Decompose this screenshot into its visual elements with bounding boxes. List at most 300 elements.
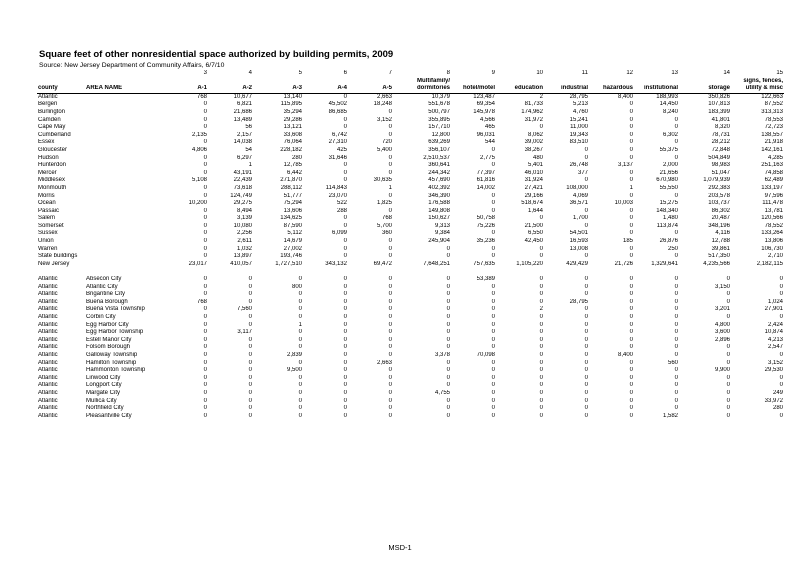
value-cell: 11,000 [570, 124, 588, 131]
report-title: Square feet of other nonresidential space authorized by building permits, 2009 [39, 49, 394, 60]
column-header: utility & misc [731, 85, 784, 93]
value-cell: 0 [726, 314, 730, 320]
value-cell: 250 [667, 245, 678, 252]
table-row [37, 215, 784, 223]
value-cell: 0 [539, 124, 543, 131]
value-cell: 31,646 [328, 154, 347, 161]
value-cell: 0 [674, 298, 678, 305]
value-cell: 457,690 [428, 177, 450, 184]
header-row [37, 85, 784, 93]
area-name-cell [85, 238, 162, 246]
value-cell: 0 [674, 336, 678, 343]
value-cell: 0 [491, 329, 495, 336]
value-cell: 292,383 [708, 184, 730, 191]
value-cell: 0 [539, 321, 543, 328]
value-cell: 2,896 [714, 336, 730, 343]
value-cell: 0 [343, 374, 347, 381]
value-cell: 2,775 [479, 154, 495, 161]
header-county: county [37, 85, 85, 93]
value-cell: 6,742 [331, 131, 347, 138]
county-cell: Atlantic [38, 321, 58, 328]
value-cell: 0 [203, 291, 207, 298]
value-cell: 0 [779, 382, 783, 389]
value-cell: 0 [446, 276, 450, 283]
value-cell: 7,648,251 [423, 260, 450, 267]
value-cell: 1,105,220 [516, 260, 543, 267]
area-name-cell [85, 139, 162, 147]
value-cell: 21,686 [233, 108, 252, 115]
area-name-cell: Longport City [86, 382, 122, 389]
value-cell: 0 [491, 405, 495, 412]
value-cell: 0 [343, 291, 347, 298]
value-cell: 0 [629, 177, 633, 184]
value-cell: 2,182,115 [756, 260, 783, 267]
area-name-cell: Hamilton Township [86, 359, 137, 366]
value-cell: 0 [388, 329, 392, 336]
value-cell: 0 [248, 367, 252, 374]
county-cell: Atlantic [38, 389, 58, 396]
value-cell: 142,161 [761, 146, 783, 153]
area-name-cell [85, 223, 162, 231]
value-cell: 9,384 [434, 230, 450, 237]
value-cell: 1,644 [527, 207, 543, 214]
value-cell: 21,500 [524, 222, 543, 229]
value-cell: 14,679 [283, 238, 302, 245]
county-cell: Atlantic [38, 276, 58, 283]
value-cell: 87,590 [283, 222, 302, 229]
value-cell: 1 [388, 184, 392, 191]
spacer-section [37, 268, 784, 276]
value-cell: 6,821 [236, 101, 252, 108]
value-cell: 13,806 [764, 238, 783, 245]
value-cell: 0 [343, 93, 347, 100]
value-cell: 5,700 [376, 222, 392, 229]
value-cell: 0 [629, 389, 633, 396]
value-cell: 0 [203, 351, 207, 358]
value-cell: 0 [491, 283, 495, 290]
value-cell: 0 [584, 344, 588, 351]
value-cell: 3,600 [714, 329, 730, 336]
value-cell: 0 [248, 276, 252, 283]
area-name-cell: Linwood City [86, 374, 121, 381]
value-cell: 0 [248, 336, 252, 343]
value-cell: 0 [779, 276, 783, 283]
value-cell: 12,800 [431, 131, 450, 138]
value-cell: 0 [629, 230, 633, 237]
value-cell: 0 [203, 276, 207, 283]
value-cell: 0 [298, 397, 302, 404]
value-cell: 31,972 [524, 116, 543, 123]
value-cell: 0 [629, 283, 633, 290]
value-cell: 4,116 [715, 230, 730, 237]
value-cell: 72,723 [764, 124, 783, 131]
value-cell: 551,678 [428, 101, 450, 108]
value-cell: 0 [629, 116, 633, 123]
value-cell: 103,737 [708, 200, 730, 207]
source-note: Source: New Jersey Department of Community Affairs, 6/7/10 [39, 62, 225, 69]
value-cell: 0 [343, 162, 347, 169]
value-cell: 14,002 [476, 184, 495, 191]
value-cell: 76,064 [283, 139, 302, 146]
value-cell: 2,256 [236, 230, 252, 237]
value-cell: 0 [203, 397, 207, 404]
value-cell: 42,450 [524, 238, 543, 245]
value-cell: 0 [629, 329, 633, 336]
value-cell: 29,286 [283, 116, 302, 123]
value-cell: 27,002 [283, 245, 302, 252]
value-cell: 280 [772, 405, 783, 412]
value-cell: 0 [674, 253, 678, 260]
value-cell: 188,993 [656, 93, 678, 100]
table-row [37, 223, 784, 231]
value-cell: 0 [539, 291, 543, 298]
value-cell: 0 [674, 321, 678, 328]
area-name-cell [85, 101, 162, 109]
value-cell: 639,269 [428, 139, 450, 146]
value-cell: 69,472 [373, 260, 392, 267]
value-cell: 0 [491, 389, 495, 396]
value-cell: 27,901 [764, 306, 783, 313]
value-cell: 106,730 [761, 245, 783, 252]
county-cell: Cape May [38, 124, 66, 131]
value-cell: 77,397 [476, 169, 495, 176]
value-cell: 0 [388, 306, 392, 313]
value-cell: 0 [248, 321, 252, 328]
value-cell: 0 [491, 321, 495, 328]
value-cell: 251,163 [761, 162, 783, 169]
value-cell: 0 [629, 253, 633, 260]
table-row [37, 284, 784, 292]
value-cell: 0 [539, 374, 543, 381]
value-cell: 50,758 [476, 215, 495, 222]
value-cell: 27,421 [524, 184, 543, 191]
value-cell: 0 [248, 359, 252, 366]
value-cell: 203,578 [708, 192, 730, 199]
value-cell: 0 [203, 344, 207, 351]
value-cell: 768 [196, 298, 207, 305]
value-cell: 2,510,537 [423, 154, 450, 161]
value-cell: 356,107 [428, 146, 450, 153]
value-cell: 0 [343, 283, 347, 290]
value-cell: 0 [388, 336, 392, 343]
value-cell: 0 [584, 321, 588, 328]
value-cell: 313,313 [761, 108, 783, 115]
value-cell: 0 [674, 397, 678, 404]
value-cell: 8,400 [617, 93, 633, 100]
area-name-cell [85, 177, 162, 185]
value-cell: 768 [196, 93, 207, 100]
table-row [37, 109, 784, 117]
value-cell: 133,264 [761, 230, 783, 237]
value-cell: 0 [584, 177, 588, 184]
area-name-cell [85, 193, 162, 201]
value-cell: 0 [343, 314, 347, 320]
value-cell: 0 [584, 154, 588, 161]
table-row [37, 238, 784, 246]
value-cell: 0 [491, 291, 495, 298]
value-cell: 0 [726, 298, 730, 305]
value-cell: 0 [343, 253, 347, 260]
value-cell: 133,197 [761, 184, 783, 191]
value-cell: 0 [203, 192, 207, 199]
value-cell: 0 [343, 321, 347, 328]
value-cell: 28,795 [569, 93, 588, 100]
value-cell: 0 [388, 314, 392, 320]
value-cell: 5,108 [191, 177, 207, 184]
value-cell: 500,797 [428, 108, 450, 115]
value-cell: 480 [532, 154, 543, 161]
value-cell: 0 [629, 374, 633, 381]
value-cell: 5,213 [572, 101, 588, 108]
value-cell: 0 [343, 382, 347, 389]
county-cell: Union [38, 238, 54, 245]
value-cell: 113,874 [656, 222, 678, 229]
value-cell: 39,002 [524, 139, 543, 146]
value-cell: 355,895 [428, 116, 450, 123]
value-cell: 343,132 [325, 260, 347, 267]
county-cell: Atlantic [38, 314, 58, 320]
value-cell: 22,439 [233, 177, 252, 184]
value-cell: 0 [779, 314, 783, 320]
value-cell: 0 [629, 169, 633, 176]
value-cell: 0 [539, 351, 543, 358]
value-cell: 0 [629, 207, 633, 214]
value-cell: 0 [446, 283, 450, 290]
value-cell: 0 [629, 222, 633, 229]
value-cell: 2,157 [236, 131, 252, 138]
value-cell: 183,399 [708, 108, 730, 115]
value-cell: 0 [629, 314, 633, 320]
value-cell: 0 [584, 283, 588, 290]
area-name-cell [85, 155, 162, 163]
value-cell: 0 [726, 291, 730, 298]
value-cell: 0 [203, 253, 207, 260]
county-cell: Monmouth [38, 184, 67, 191]
value-cell: 0 [446, 306, 450, 313]
value-cell: 0 [539, 283, 543, 290]
value-cell: 0 [343, 359, 347, 366]
value-cell: 0 [388, 169, 392, 176]
value-cell: 0 [388, 351, 392, 358]
table-row [37, 337, 784, 345]
value-cell: 0 [539, 253, 543, 260]
area-name-cell [85, 109, 162, 117]
value-cell: 107,813 [708, 101, 730, 108]
area-name-cell: Folsom Borough [86, 344, 131, 351]
value-cell: 0 [674, 367, 678, 374]
value-cell: 0 [726, 397, 730, 404]
value-cell: 28,212 [711, 139, 730, 146]
table-row [37, 329, 784, 337]
value-cell: 0 [203, 412, 207, 419]
column-number: 12 [626, 70, 633, 76]
value-cell: 0 [343, 116, 347, 123]
value-cell: 5,112 [287, 230, 302, 237]
area-name-cell: Buena Borough [86, 298, 128, 305]
county-cell: Middlesex [38, 177, 66, 184]
value-cell: 111,478 [762, 200, 783, 207]
value-cell: 55,375 [659, 146, 678, 153]
value-cell: 0 [584, 314, 588, 320]
value-cell: 518,674 [521, 200, 543, 207]
value-cell: 61,816 [476, 177, 495, 184]
value-cell: 78,731 [711, 131, 730, 138]
table-row [37, 101, 784, 109]
table-row [37, 306, 784, 314]
value-cell: 1,825 [376, 200, 392, 207]
value-cell: 0 [491, 359, 495, 366]
value-cell: 0 [674, 306, 678, 313]
value-cell: 20,487 [711, 215, 730, 222]
column-header: A-1 [162, 85, 208, 93]
value-cell: 0 [388, 108, 392, 115]
value-cell: 0 [446, 367, 450, 374]
area-name-cell: Corbin City [86, 314, 116, 320]
area-name-cell: Buena Vista Township [86, 306, 145, 313]
value-cell: 0 [584, 389, 588, 396]
value-cell: 271,870 [280, 177, 302, 184]
county-cell: Atlantic [38, 412, 58, 419]
value-cell: 2,710 [767, 253, 783, 260]
value-cell: 35,294 [283, 108, 302, 115]
value-cell: 70,098 [476, 351, 495, 358]
value-cell: 0 [584, 207, 588, 214]
value-cell: 2,424 [767, 321, 783, 328]
value-cell: 0 [203, 329, 207, 336]
value-cell: 0 [343, 351, 347, 358]
header-multifamily-top: Multifamily/ [416, 77, 450, 84]
value-cell: 54,501 [569, 230, 588, 237]
value-cell: 0 [629, 336, 633, 343]
value-cell: 33,608 [283, 131, 302, 138]
value-cell: 114,843 [325, 184, 347, 191]
table-row [37, 314, 784, 322]
value-cell: 75,294 [283, 200, 302, 207]
value-cell: 0 [674, 139, 678, 146]
value-cell: 228,182 [280, 146, 302, 153]
value-cell: 0 [446, 329, 450, 336]
value-cell: 0 [539, 215, 543, 222]
county-cell: Ocean [38, 200, 56, 207]
value-cell: 0 [629, 344, 633, 351]
value-cell: 0 [629, 412, 633, 419]
value-cell: 13,008 [569, 245, 588, 252]
value-cell: 0 [539, 276, 543, 283]
value-cell: 0 [491, 162, 495, 169]
column-number: 14 [723, 70, 730, 76]
value-cell: 0 [446, 321, 450, 328]
value-cell: 0 [388, 245, 392, 252]
value-cell: 16,593 [569, 238, 588, 245]
value-cell: 176,588 [428, 200, 450, 207]
value-cell: 0 [446, 405, 450, 412]
value-cell: 0 [298, 344, 302, 351]
value-cell: 504,849 [708, 154, 730, 161]
value-cell: 4,285 [767, 154, 783, 161]
value-cell: 0 [248, 283, 252, 290]
value-cell: 288,112 [280, 184, 302, 191]
header-area-name: AREA NAME [85, 85, 162, 93]
area-name-cell: Galloway Township [86, 351, 138, 358]
value-cell: 96,031 [476, 131, 495, 138]
value-cell: 3,152 [767, 359, 783, 366]
value-cell: 0 [629, 291, 633, 298]
value-cell: 0 [629, 306, 633, 313]
county-cell: Atlantic [38, 405, 58, 412]
table-row [37, 230, 784, 238]
value-cell: 0 [779, 374, 783, 381]
value-cell: 0 [584, 336, 588, 343]
value-cell: 0 [674, 389, 678, 396]
value-cell: 0 [629, 321, 633, 328]
value-cell: 0 [491, 253, 495, 260]
table-row [37, 139, 784, 147]
value-cell: 377 [577, 169, 588, 176]
value-cell: 86,685 [328, 108, 347, 115]
value-cell: 45,502 [328, 101, 347, 108]
county-cell: Atlantic [38, 351, 58, 358]
value-cell: 0 [388, 382, 392, 389]
column-header: A-5 [348, 85, 393, 93]
value-cell: 0 [491, 245, 495, 252]
value-cell: 115,895 [280, 101, 302, 108]
value-cell: 27,310 [328, 139, 347, 146]
county-cell: Atlantic [38, 306, 58, 313]
value-cell: 0 [203, 336, 207, 343]
value-cell: 0 [491, 336, 495, 343]
value-cell: 0 [248, 397, 252, 404]
table-row [37, 367, 784, 375]
area-name-cell: Egg Harbor City [86, 321, 129, 328]
area-name-cell: Estell Manor City [86, 336, 132, 343]
value-cell: 15,241 [569, 116, 588, 123]
value-cell: 0 [674, 283, 678, 290]
value-cell: 0 [674, 116, 678, 123]
value-cell: 0 [779, 291, 783, 298]
value-cell: 30,635 [373, 177, 392, 184]
value-cell: 0 [779, 351, 783, 358]
value-cell: 280 [291, 154, 302, 161]
value-cell: 13,121 [283, 124, 302, 131]
value-cell: 0 [584, 276, 588, 283]
value-cell: 4,235,566 [703, 260, 730, 267]
value-cell: 62,489 [764, 177, 783, 184]
table-row [37, 398, 784, 406]
value-cell: 0 [248, 314, 252, 320]
value-cell: 0 [629, 359, 633, 366]
area-name-cell [85, 208, 162, 216]
column-header: A-4 [303, 85, 348, 93]
value-cell: 56 [245, 124, 252, 131]
value-cell: 1,480 [662, 215, 678, 222]
value-cell: 0 [491, 298, 495, 305]
value-cell: 0 [726, 276, 730, 283]
value-cell: 3,139 [236, 215, 252, 222]
area-name-cell: Northfield City [86, 405, 124, 412]
value-cell: 0 [388, 298, 392, 305]
value-cell: 0 [629, 124, 633, 131]
value-cell: 0 [203, 154, 207, 161]
value-cell: 0 [674, 314, 678, 320]
value-cell: 0 [539, 397, 543, 404]
value-cell: 0 [584, 291, 588, 298]
table-row [37, 132, 784, 140]
value-cell: 3,137 [617, 162, 633, 169]
value-cell: 360 [381, 230, 392, 237]
column-number: 4 [248, 70, 252, 76]
value-cell: 54 [245, 146, 252, 153]
value-cell: 0 [779, 283, 783, 290]
